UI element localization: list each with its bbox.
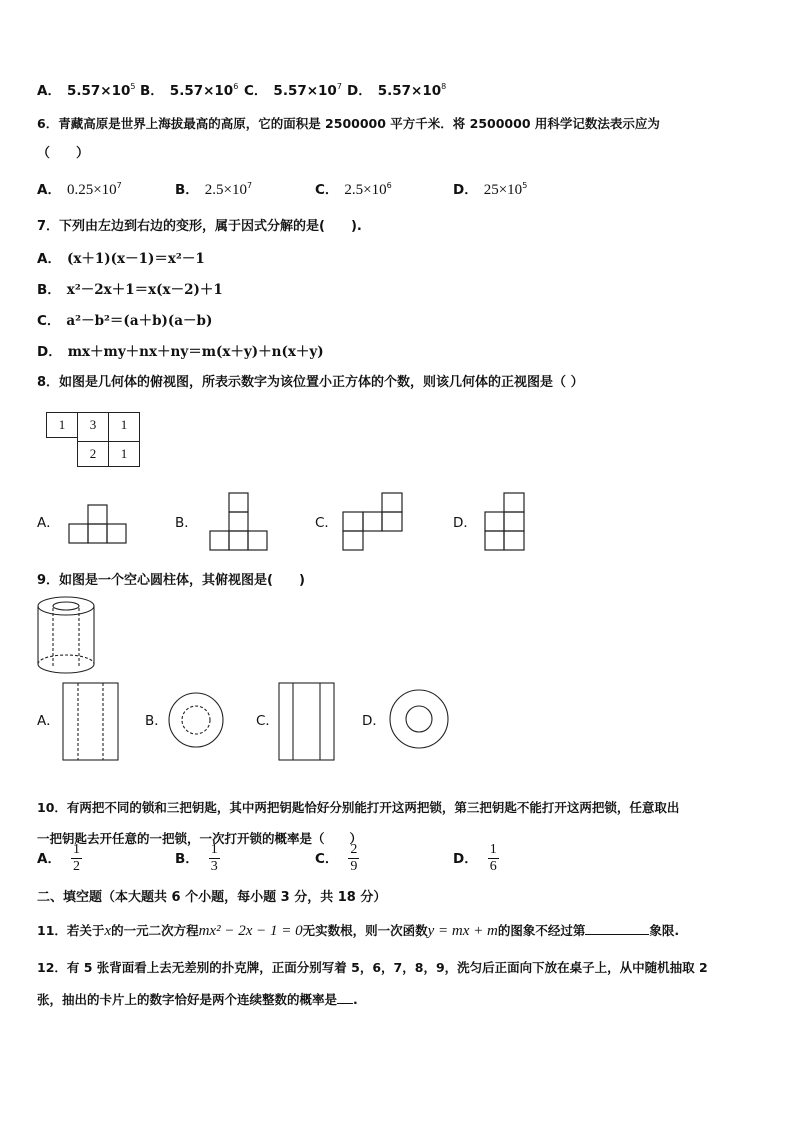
q6-option-b: B． $2.5\times 10^7$ [175,181,253,198]
q10-option-d: D． $\frac{1}{6}$ [453,842,497,874]
q6-option-c: C． $2.5\times 10^6$ [315,181,392,198]
q8-figure-a [68,504,130,544]
grid-cell: 1 [108,412,140,442]
q10-stem-line2: 一把钥匙去开任意的一把锁，一次打开锁的概率是（ ） [37,831,363,846]
q7-option-a: A． (x＋1)(x－1)＝x²－1 [37,251,205,267]
grid-cell: 2 [77,441,109,467]
q10-option-c: C． $\frac{2}{9}$ [315,842,358,874]
answer-blank[interactable] [337,991,353,1004]
q9-figure-b [166,690,226,750]
q10-stem-line1: 10．有两把不同的锁和三把钥匙，其中两把钥匙恰好分别能打开这两把锁，第三把钥匙不能打开这两把锁，任意取出 [37,800,680,815]
q8-figure-d [484,492,528,552]
q8-label-d: D． [453,515,477,531]
q7-option-b: B． x²－2x＋1＝x(x－2)＋1 [37,282,223,298]
q9-label-c: C． [256,713,279,729]
q5-option-d: D． $5.57\times 10^8$ [347,82,447,99]
q9-label-b: B． [145,713,168,729]
q5-option-c: C． $5.57\times 10^7$ [244,82,342,99]
q6-option-a: A． $0.25\times 10^7$ [37,181,122,198]
q7-option-d: D． mx＋my＋nx＋ny＝m(x＋y)＋n(x＋y) [37,344,324,360]
q7-stem: 7．下列由左边到右边的变形，属于因式分解的是( ). [37,219,362,234]
q9-label-d: D． [362,713,386,729]
grid-cell: 1 [46,412,78,438]
answer-blank[interactable] [585,922,649,935]
grid-cell: 1 [108,441,140,467]
q9-label-a: A． [37,713,60,729]
q9-figure-a [62,682,120,762]
q5-option-a: A． $5.57\times 10^5$ [37,82,136,99]
section-heading: 二、填空题（本大题共 6 个小题，每小题 3 分，共 18 分） [37,890,387,905]
q8-label-a: A． [37,515,60,531]
q11-stem: 11．若关于x的一元二次方程mx² − 2x − 1 = 0无实数根，则一次函数y = mx + m的图象不经过第 象限. [37,923,680,939]
grid-cell: 3 [77,412,109,442]
q6-stem: 6．青藏高原是世界上海拔最高的高原，它的面积是 2500000 平方千米．将 2500000 用科学记数法表示应为 [37,116,660,131]
q12-stem-line1: 12．有 5 张背面看上去无差别的扑克牌，正面分别写着 5，6，7，8，9，洗匀后正面向下放在桌子上，从中随机抽取 2 [37,960,708,975]
q10-option-b: B． $\frac{1}{3}$ [175,842,218,874]
q9-figure-c [278,682,336,762]
q5-option-b: B． $5.57\times 10^6$ [140,82,239,99]
q6-option-d: D． $25\times 10^5$ [453,181,528,198]
q8-figure-b [209,492,271,552]
q12-stem-line2: 张，抽出的卡片上的数字恰好是两个连续整数的概率是 . [37,992,358,1007]
q9-hollow-cylinder [36,596,98,676]
q8-label-c: C． [315,515,338,531]
q8-stem: 8．如图是几何体的俯视图，所表示数字为该位置小正方体的个数，则该几何体的正视图是（ ） [37,375,584,390]
q9-stem: 9．如图是一个空心圆柱体，其俯视图是( ) [37,573,305,588]
q8-label-b: B． [175,515,198,531]
q6-paren: （ ） [37,146,90,161]
q8-figure-c [342,492,404,552]
q9-figure-d [388,688,450,750]
q10-option-a: A． $\frac{1}{2}$ [37,842,80,874]
q7-option-c: C． a²－b²＝(a＋b)(a－b) [37,313,213,329]
